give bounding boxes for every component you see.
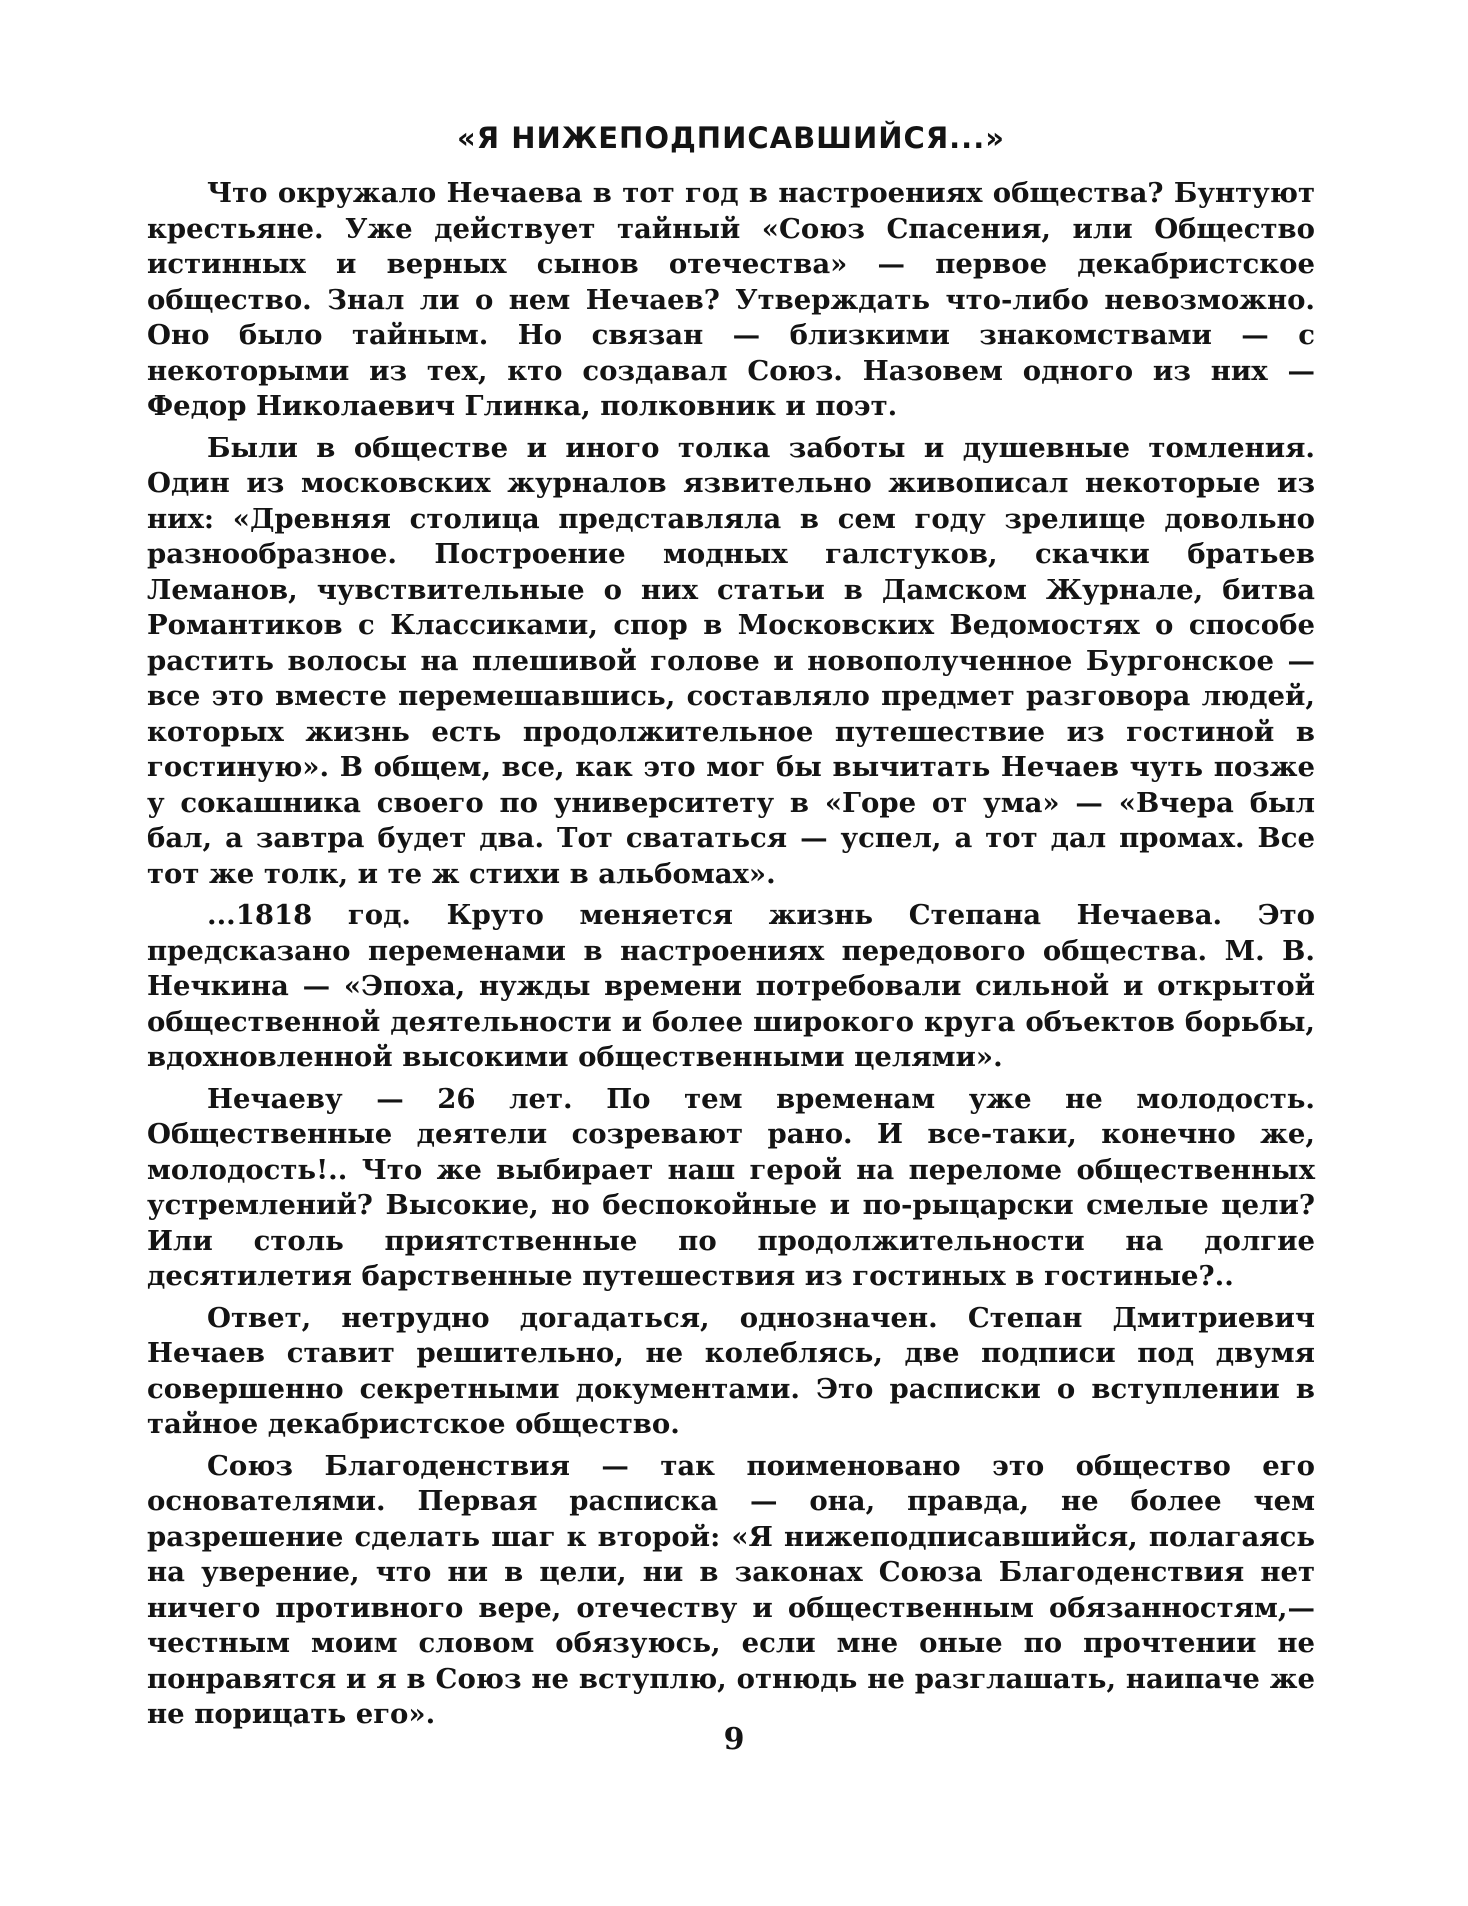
- chapter-heading: «Я НИЖЕПОДПИСАВШИЙСЯ...»: [457, 121, 1005, 155]
- page-body: [147, 118, 1315, 1739]
- page-number: 9: [723, 1722, 745, 1757]
- paragraph-3: ...1818 год. Круто меняется жизнь Степана Нечаева. Это предсказано переменами в настроениях передового общества. М. В. Нечкина — «Эпоха, нужды времени потребовали сильной и открытой общественной деятельности и более широкого круга объектов борьбы, вдохновленной высокими общественными целями».: [147, 899, 1315, 1073]
- paragraph-4: Нечаеву — 26 лет. По тем временам уже не молодость. Общественные деятели созревают рано. И все-таки, конечно же, молодость!.. Что же выбирает наш герой на переломе общественных устремлений? Высокие, но беспокойные и по-рыцарски смелые цели? Или столь приятственные по продолжительности на долгие десятилетия барственные путешествия из гостиных в гостиные?..: [147, 1082, 1315, 1292]
- paragraph-2: Были в обществе и иного толка заботы и душевные томления. Один из московских журналов язвительно живописал некоторые из них: «Древняя столица представляла в сем году зрелище довольно разнообразное. Построение модных галстуков, скачки братьев Леманов, чувствительные о них статьи в Дамском Журнале, битва Романтиков с Классиками, спор в Московских Ведомостях о способе растить волосы на плешивой голове и новополученное Бургонское — все это вместе перемешавшись, составляло предмет разговора людей, которых жизнь есть продолжительное путешествие из гостиной в гостиную». В общем, все, как это мог бы вычитать Нечаев чуть позже у сокашника своего по университету в «Горе от ума» — «Вчера был бал, а завтра будет два. Тот свататься — успел, а тот дал промах. Все тот же толк, и те ж стихи в альбомах».: [147, 431, 1315, 890]
- paragraph-6: Союз Благоденствия — так поименовано это общество его основателями. Первая расписка — она, правда, не более чем разрешение сделать шаг к второй: «Я нижеподписавшийся, полагаясь на уверение, что ни в цели, ни в законах Союза Благоденствия нет ничего противного вере, отечеству и общественным обязанностям,— честным моим словом обязуюсь, если мне оные по прочтении не понравятся и я в Союз не вступлю, отнюдь не разглашать, наипаче же не порицать его».: [147, 1449, 1315, 1730]
- paragraph-1: Что окружало Нечаева в тот год в настроениях общества? Бунтуют крестьяне. Уже действует тайный «Союз Спасения, или Общество истинных и верных сынов отечества» — первое декабристское общество. Знал ли о нем Нечаев? Утверждать что-либо невозможно. Оно было тайным. Но связан — близкими знакомствами — с некоторыми из тех, кто создавал Союз. Назовем одного из них — Федор Николаевич Глинка, полковник и поэт.: [147, 177, 1315, 422]
- paragraph-5: Ответ, нетрудно догадаться, однозначен. Степан Дмитриевич Нечаев ставит решительно, не колеблясь, две подписи под двумя совершенно секретными документами. Это расписки о вступлении в тайное декабристское общество.: [147, 1301, 1315, 1440]
